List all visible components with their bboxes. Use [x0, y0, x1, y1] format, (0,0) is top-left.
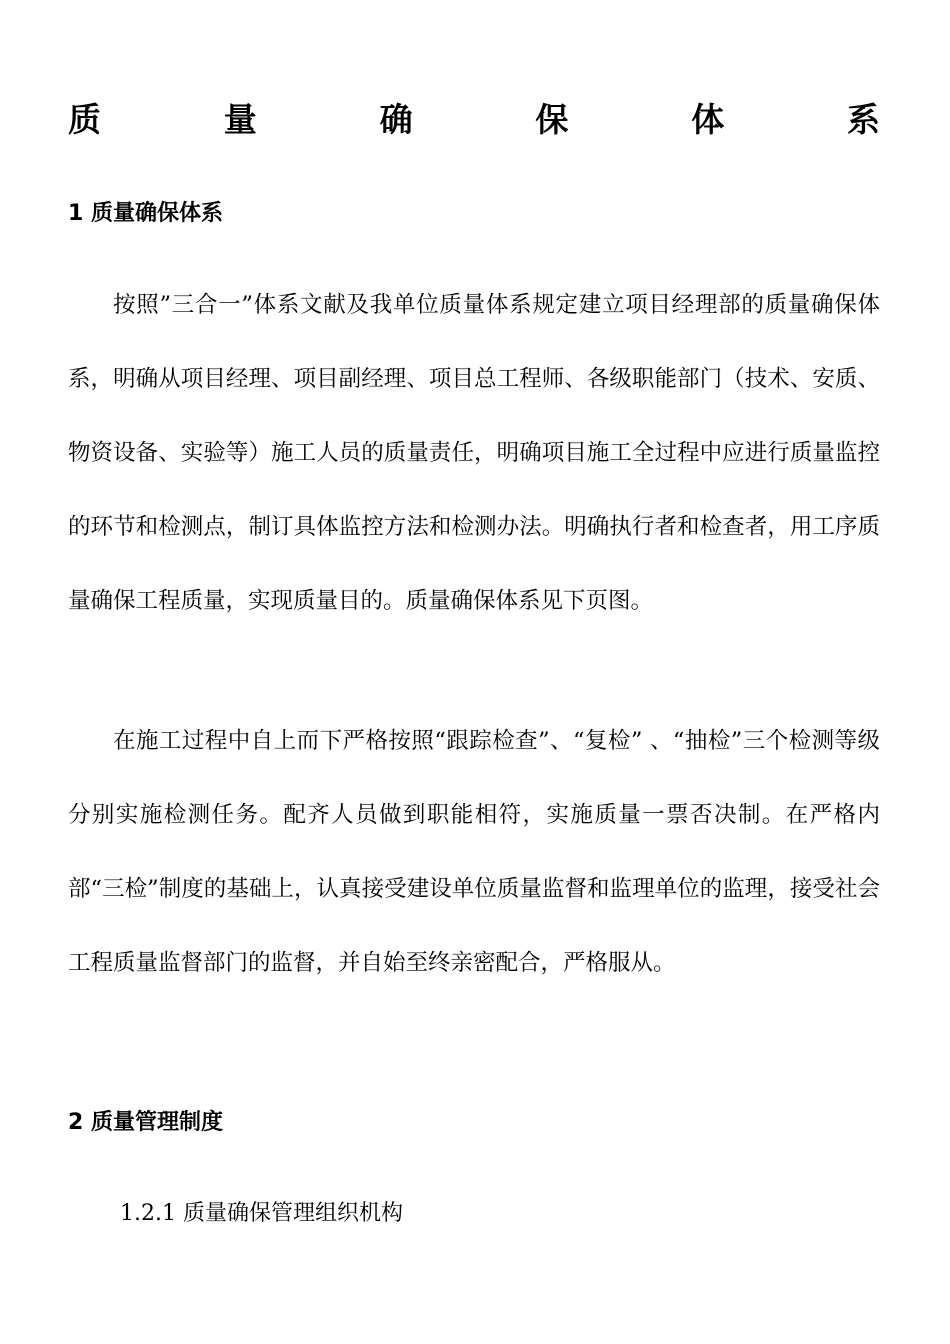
section-2-subheading: 1.2.1 质量确保管理组织机构: [120, 1201, 403, 1226]
section-1-paragraph-2: 在施工过程中自上而下严格按照“跟踪检查”、“复检” 、“抽检”三个检测等级分别实施检测任务。配齐人员做到职能相符，实施质量一票否决制。在严格内部“三检”制度的基础上，认真接受建设单位质量监督和监理单位的监理，接受社会工程质量监督部门的监督，并自始至终亲密配合，严格服从。: [68, 728, 880, 976]
title-char: 体: [691, 100, 725, 139]
section-1-paragraph-1: 按照”三合一”体系文献及我单位质量体系规定建立项目经理部的质量确保体系，明确从项目经理、项目副经理、项目总工程师、各级职能部门（技术、安质、物资设备、实验等）施工人员的质量责任，明确项目施工全过程中应进行质量监控的环节和检测点，制订具体监控方法和检测办法。明确执行者和检查者，用工序质量确保工程质量，实现质量目的。质量确保体系见下页图。: [68, 292, 880, 614]
section-2-heading: 2 质量管理制度: [68, 1110, 223, 1135]
section-1-heading: 1 质量确保体系: [68, 201, 223, 226]
title-char: 确: [379, 100, 413, 139]
document-title: [68, 98, 880, 142]
title-char: 系: [846, 100, 880, 139]
title-char: 量: [223, 100, 257, 139]
title-char: 保: [535, 100, 569, 139]
title-char: 质: [68, 100, 101, 139]
